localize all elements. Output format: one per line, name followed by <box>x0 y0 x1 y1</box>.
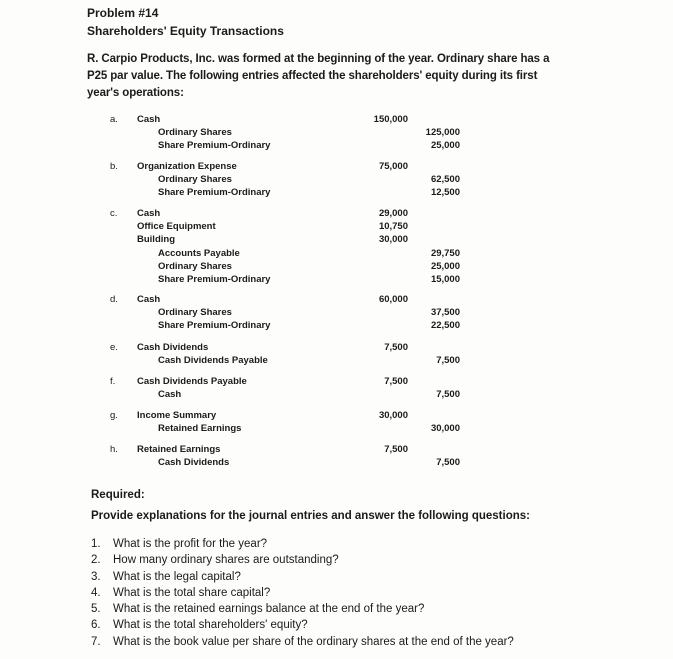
question-item <box>91 617 514 633</box>
question-text: What is the total share capital? <box>113 586 271 599</box>
question-item <box>91 552 514 568</box>
debit-account: Building <box>137 234 175 246</box>
debit-account: Cash Dividends <box>137 342 209 353</box>
debit-amount: 10,750 <box>378 221 408 233</box>
entry-letter: d. <box>110 294 118 305</box>
question-item <box>91 634 514 650</box>
question-number: 7. <box>91 635 101 648</box>
question-number: 2. <box>91 554 101 567</box>
debit-account: Organization Expense <box>137 161 237 172</box>
debit-account: Office Equipment <box>137 221 216 233</box>
debit-amount: 60,000 <box>378 294 408 305</box>
credit-account: Ordinary Shares <box>158 260 232 272</box>
credit-amount: 12,500 <box>430 187 460 199</box>
debit-amount: 7,500 <box>384 376 408 387</box>
credit-account: Cash Dividends Payable <box>158 355 268 367</box>
debit-account: Cash <box>137 208 161 219</box>
credit-account: Cash <box>158 389 182 401</box>
credit-amount: 29,750 <box>430 247 460 259</box>
debit-amount: 30,000 <box>378 410 408 421</box>
question-text: What is the retained earnings balance at the end of the year? <box>113 603 425 616</box>
instructions: Provide explanations for the journal entries and answer the following questions: <box>91 510 530 522</box>
debit-amount: 7,500 <box>384 342 408 353</box>
entry-letter: f. <box>110 376 116 387</box>
credit-account: Share Premium-Ordinary <box>158 274 271 285</box>
debit-account: Income Summary <box>137 410 217 421</box>
credit-amount: 7,500 <box>436 389 460 401</box>
debit-amount: 150,000 <box>373 114 408 125</box>
entry-letter: b. <box>110 161 118 172</box>
question-number: 3. <box>91 570 101 583</box>
question-number: 4. <box>91 586 101 599</box>
debit-amount: 7,500 <box>384 444 408 455</box>
credit-account: Retained Earnings <box>158 423 242 435</box>
credit-amount: 22,500 <box>430 320 460 332</box>
entry-letter: a. <box>110 114 118 125</box>
debit-account: Retained Earnings <box>137 444 221 455</box>
question-number: 5. <box>91 603 101 616</box>
question-number: 6. <box>91 619 101 632</box>
debit-account: Cash <box>137 294 161 305</box>
credit-amount: 7,500 <box>436 355 460 367</box>
credit-amount: 25,000 <box>430 260 460 272</box>
intro-paragraph: R. Carpio Products, Inc. was formed at the beginning of the year. Ordinary share has a P25 par value. The following entries affected the shareholders' equity during its first year's operations: <box>87 53 550 99</box>
debit-account: Cash Dividends Payable <box>137 376 247 387</box>
question-text: What is the profit for the year? <box>113 538 268 550</box>
problem-subtitle: Shareholders' Equity Transactions <box>87 24 284 38</box>
credit-account: Share Premium-Ordinary <box>158 320 271 332</box>
credit-account: Share Premium-Ordinary <box>158 187 271 199</box>
credit-amount: 15,000 <box>430 274 460 285</box>
debit-amount: 29,000 <box>378 208 408 219</box>
credit-amount: 7,500 <box>436 457 460 469</box>
question-item <box>91 536 514 552</box>
debit-amount: 75,000 <box>378 161 408 172</box>
problem-title: Problem #14 <box>87 6 159 20</box>
question-list <box>91 536 514 650</box>
credit-account: Ordinary Shares <box>158 307 232 319</box>
question-text: What is the total shareholders' equity? <box>113 619 308 632</box>
entry-letter: c. <box>110 208 118 219</box>
credit-amount: 62,500 <box>430 174 460 186</box>
debit-account: Cash <box>137 114 161 125</box>
credit-account: Accounts Payable <box>158 247 240 259</box>
credit-account: Cash Dividends <box>158 457 230 469</box>
credit-account: Share Premium-Ordinary <box>158 140 271 152</box>
entry-letter: h. <box>110 444 118 455</box>
question-text: What is the book value per share of the ordinary shares at the end of the year? <box>113 635 514 648</box>
credit-amount: 30,000 <box>430 423 460 435</box>
credit-amount: 37,500 <box>430 307 460 319</box>
question-text: What is the legal capital? <box>113 570 241 583</box>
credit-amount: 25,000 <box>430 140 460 152</box>
required-label: Required: <box>91 489 145 501</box>
question-item <box>91 585 514 601</box>
credit-account: Ordinary Shares <box>158 127 232 139</box>
question-item <box>91 601 514 617</box>
entry-letter: e. <box>110 342 118 353</box>
credit-amount: 125,000 <box>425 127 460 139</box>
debit-amount: 30,000 <box>378 234 408 246</box>
entry-letter: g. <box>110 410 118 421</box>
question-item <box>91 569 514 585</box>
question-text: How many ordinary shares are outstanding? <box>113 554 339 567</box>
credit-account: Ordinary Shares <box>158 174 232 186</box>
question-number: 1. <box>91 538 101 550</box>
